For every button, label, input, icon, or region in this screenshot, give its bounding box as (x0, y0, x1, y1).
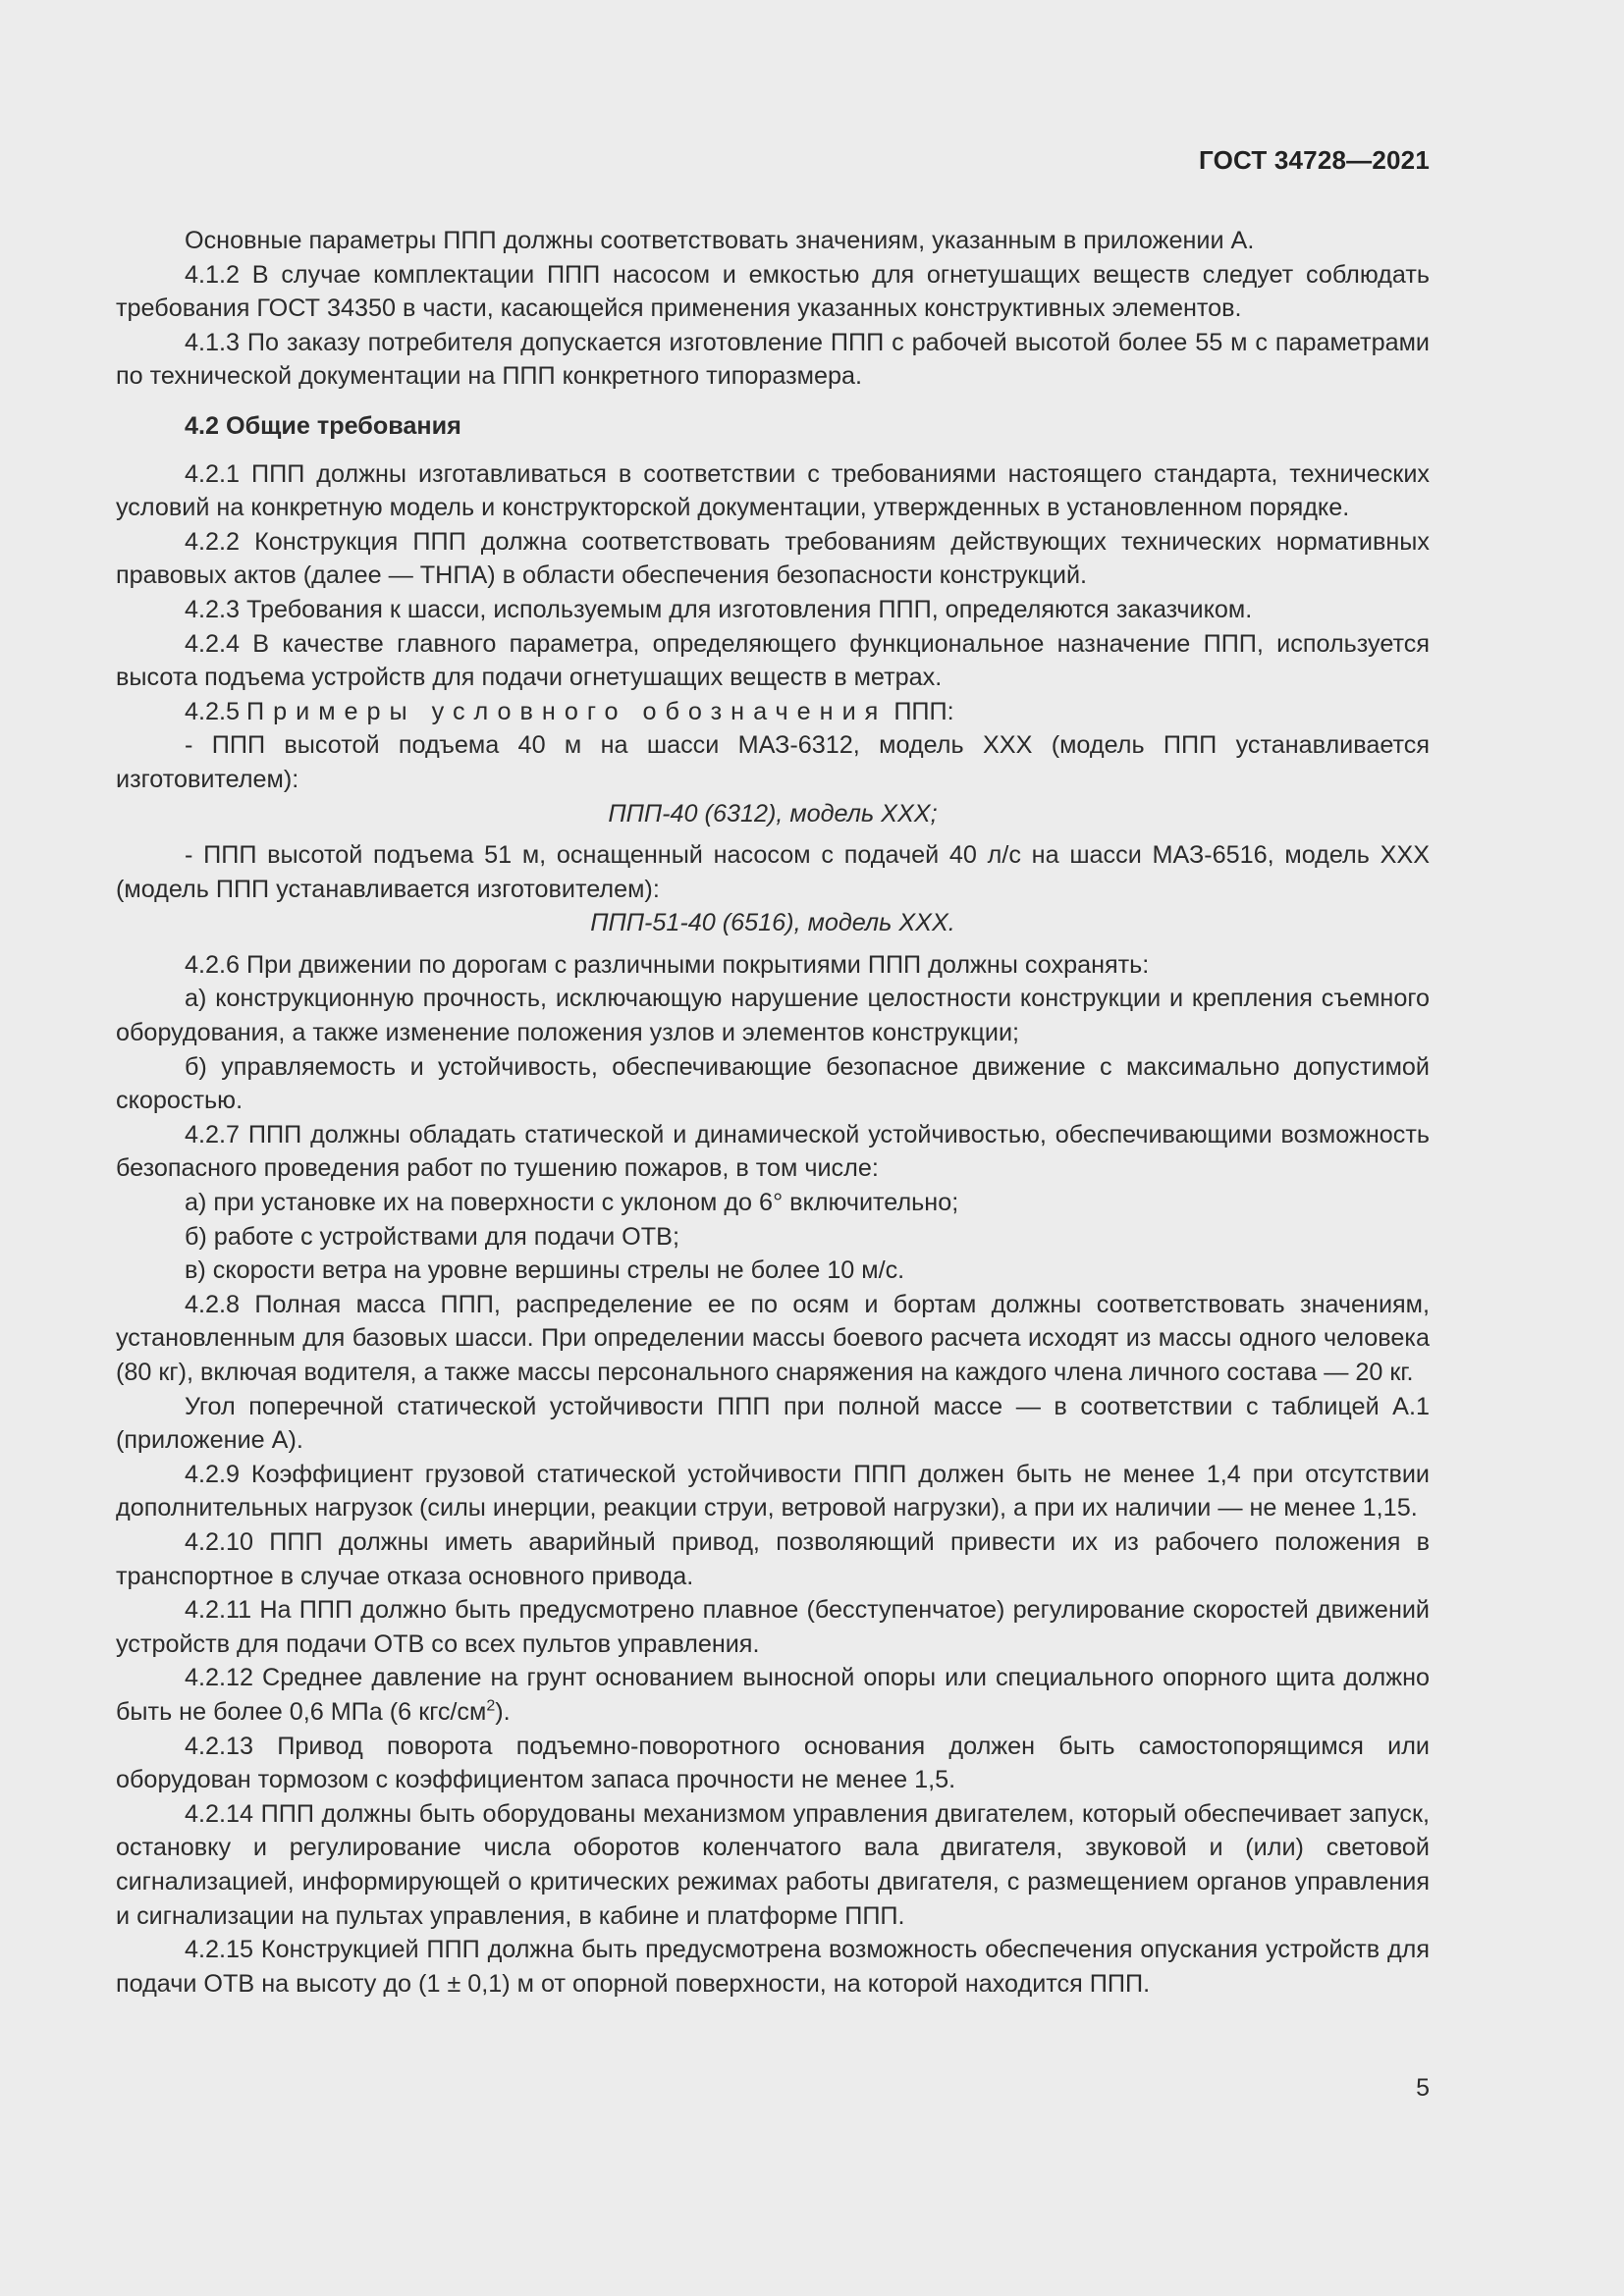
paragraph-4-1-3: 4.1.3 По заказу потребителя допускается изготовление ППП с рабочей высотой более 55 м с параметрами по технической документации на ППП конкретного типоразмера. (116, 328, 1430, 391)
paragraph-4-2-4: 4.2.4 В качестве главного параметра, определяющего функциональное назначение ППП, используется высота подъема устройств для подачи огнетушащих веществ в метрах. (116, 629, 1430, 692)
paragraph-4-2-9: 4.2.9 Коэффициент грузовой статической устойчивости ППП должен быть не менее 1,4 при отсутствии дополнительных нагрузок (силы инерции, реакции струи, ветровой нагрузки), а при их наличии — не менее 1,15. (116, 1460, 1430, 1522)
paragraph-4-2-8-continued: Угол поперечной статической устойчивости ППП при полной массе — в соответствии с таблицей А.1 (приложение А). (116, 1392, 1430, 1455)
paragraph-4-2-11: 4.2.11 На ППП должно быть предусмотрено плавное (бесступенчатое) регулирование скоростей движений устройств для подачи ОТВ со всех пультов управления. (116, 1596, 1430, 1658)
example-2-text: - ППП высотой подъема 51 м, оснащенный насосом с подачей 40 л/с на шасси МАЗ-6516, модель ХХХ (модель ППП устанавливается изготовителем): (116, 841, 1430, 903)
paragraph-4-2-6: 4.2.6 При движении по дорогам с различными покрытиями ППП должны сохранять: (185, 950, 1150, 979)
list-item-b: б) управляемость и устойчивость, обеспечивающие безопасное движение с максимально допустимой скоростью. (116, 1052, 1430, 1115)
example-2-designation: ППП-51-40 (6516), модель ХХХ. (590, 909, 955, 937)
superscript: 2 (486, 1697, 496, 1715)
list-item-b: б) работе с устройствами для подачи ОТВ; (185, 1222, 679, 1251)
document-body (116, 224, 1430, 2001)
page-number: 5 (1416, 2074, 1430, 2102)
list-item-a: а) конструкционную прочность, исключающую нарушение целостности конструкции и крепления съемного оборудования, а также изменение положения узлов и элементов конструкции; (116, 985, 1430, 1047)
paragraph-4-2-2: 4.2.2 Конструкция ППП должна соответствовать требованиям действующих технических нормативных правовых актов (далее — ТНПА) в области обеспечения безопасности конструкций. (116, 527, 1430, 590)
paragraph: Основные параметры ППП должны соответствовать значениям, указанным в приложении А. (185, 227, 1255, 254)
paragraph-4-2-7: 4.2.7 ППП должны обладать статической и динамической устойчивостью, обеспечивающими возможность безопасного проведения работ по тушению пожаров, в том числе: (116, 1120, 1430, 1183)
paragraph-4-2-3: 4.2.3 Требования к шасси, используемым для изготовления ППП, определяются заказчиком. (185, 595, 1253, 623)
list-item-c: в) скорости ветра на уровне вершины стрелы не более 10 м/с. (185, 1256, 905, 1285)
clause-number: 4.2.5 (185, 697, 241, 725)
clause-text: 4.2.12 Среднее давление на грунт основанием выносной опоры или специального опорного щита должно быть не более 0,6 МПа (6 кгс/см (116, 1664, 1430, 1726)
clause-end: ). (495, 1697, 511, 1726)
example-1-designation: ППП-40 (6312), модель ХХХ; (608, 799, 938, 828)
example-1-text: - ППП высотой подъема 40 м на шасси МАЗ-6312, модель ХХХ (модель ППП устанавливается изготовителем): (116, 731, 1430, 793)
list-item-a: а) при установке их на поверхности с уклоном до 6° включительно; (185, 1189, 959, 1217)
paragraph-4-2-8: 4.2.8 Полная масса ППП, распределение ее по осям и бортам должны соответствовать значениям, установленным для базовых шасси. При определении массы боевого расчета исходят из массы одного человека (80 кг), включая водителя, а также массы персонального снаряжения на каждого члена личного состава — 20 кг. (116, 1290, 1430, 1386)
paragraph-4-2-12 (116, 1661, 1430, 1729)
paragraph-4-2-13: 4.2.13 Привод поворота подъемно-поворотного основания должен быть самостопорящимся или оборудован тормозом с коэффициентом запаса прочности не менее 1,5. (116, 1732, 1430, 1794)
paragraph-4-2-14: 4.2.14 ППП должны быть оборудованы механизмом управления двигателем, который обеспечивает запуск, остановку и регулирование числа оборотов коленчатого вала двигателя, звуковой и (или) световой сигнализацией, информирующей о критических режимах работы двигателя, с размещением органов управления и сигнализации на пультах управления, в кабине и платформе ППП. (116, 1799, 1430, 1930)
paragraph-4-2-10: 4.2.10 ППП должны иметь аварийный привод, позволяющий привести их из рабочего положения в транспортное в случае отказа основного привода. (116, 1527, 1430, 1590)
document-number: ГОСТ 34728—2021 (1199, 145, 1430, 175)
paragraph-4-1-2: 4.1.2 В случае комплектации ППП насосом и емкостью для огнетушащих веществ следует соблюдать требования ГОСТ 34350 в части, касающейся применения указанных конструктивных элементов. (116, 260, 1430, 323)
paragraph-4-2-15: 4.2.15 Конструкцией ППП должна быть предусмотрена возможность обеспечения опускания устройств для подачи ОТВ на высоту до (1 ± 0,1) м от опорной поверхности, на которой находится ППП. (116, 1936, 1430, 1998)
spaced-heading: Примеры условного обозначения (246, 697, 888, 725)
clause-tail: ППП: (893, 697, 954, 725)
paragraph-4-2-1: 4.2.1 ППП должны изготавливаться в соответствии с требованиями настоящего стандарта, технических условий на конкретную модель и конструкторской документации, утвержденных в установленном порядке. (116, 459, 1430, 522)
section-heading: 4.2 Общие требования (185, 411, 461, 440)
paragraph-4-2-5 (116, 695, 1430, 729)
